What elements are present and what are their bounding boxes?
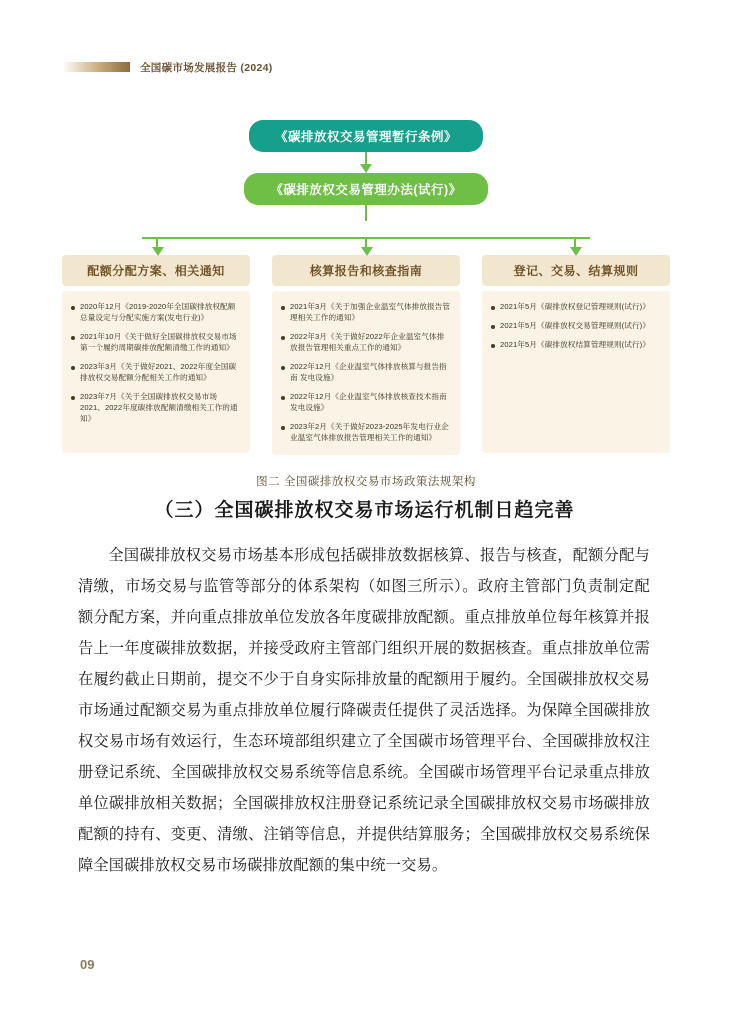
section-heading: （三）全国碳排放权交易市场运行机制日趋完善	[154, 499, 575, 521]
list-item-text: 2023年3月《关于做好2021、2022年度全国碳排放权交易配额分配相关工作的通知》	[80, 362, 237, 382]
regulation-top-node: 《碳排放权交易管理暂行条例》	[249, 120, 483, 152]
bullet-dot-icon	[281, 306, 285, 310]
bullet-dot-icon	[71, 336, 75, 340]
list-item-text: 2022年12月《企业温室气体排放核查技术指南 发电设施》	[290, 392, 447, 412]
list-item	[71, 361, 241, 383]
figure-top-row	[62, 120, 670, 152]
figure-columns	[62, 255, 670, 455]
list-item-text: 2022年3月《关于做好2022年企业温室气体排放报告管理相关重点工作的通知》	[290, 332, 445, 352]
bullet-dot-icon	[491, 344, 495, 348]
list-item	[71, 301, 241, 323]
branch-stub-right	[574, 237, 576, 247]
bullet-dot-icon	[71, 306, 75, 310]
bullet-dot-icon	[71, 366, 75, 370]
figure-column-allocation	[62, 255, 250, 455]
branch-stub-left	[156, 237, 158, 247]
figure-second-row	[62, 173, 670, 205]
header-title: 全国碳市场发展报告 (2024)	[140, 61, 273, 74]
header-accent-bar	[62, 62, 130, 72]
list-item	[71, 391, 241, 424]
list-item-text: 2021年5月《碳排放权登记管理规则(试行)》	[500, 302, 650, 311]
bullet-dot-icon	[491, 306, 495, 310]
column-body-registry	[482, 291, 670, 453]
bullet-dot-icon	[71, 396, 75, 400]
list-item	[281, 361, 451, 383]
list-item-text: 2023年7月《关于全国碳排放权交易市场2021、2022年度碳排放配额清缴相关工作的通知》	[80, 392, 238, 423]
list-item-text: 2021年3月《关于加强企业温室气体排放报告管理相关工作的通知》	[290, 302, 451, 322]
figure-column-registry	[482, 255, 670, 455]
column-body-reporting	[272, 291, 460, 455]
column-body-allocation	[62, 291, 250, 453]
figure-caption: 图二 全国碳排放权交易市场政策法规架构	[256, 476, 476, 488]
bullet-dot-icon	[491, 325, 495, 329]
column-header-allocation: 配额分配方案、相关通知	[62, 255, 250, 286]
policy-framework-figure	[62, 120, 670, 489]
list-item	[281, 301, 451, 323]
list-item-text: 2021年10月《关于做好全国碳排放权交易市场第一个履约周期碳排放配额清缴工作的通知》	[80, 332, 237, 352]
column-header-registry: 登记、交易、结算规则	[482, 255, 670, 286]
arrow-down-to-second	[360, 164, 372, 173]
page-number: 09	[80, 957, 95, 972]
list-item	[281, 391, 451, 413]
page-header	[62, 58, 273, 76]
bullet-dot-icon	[281, 366, 285, 370]
bullet-dot-icon	[281, 426, 285, 430]
list-item	[491, 301, 661, 312]
bullet-dot-icon	[281, 396, 285, 400]
connector-top	[365, 152, 367, 164]
branch-arrow-center	[361, 247, 373, 256]
branch-connectors	[62, 221, 670, 255]
body-paragraph: 全国碳排放权交易市场基本形成包括碳排放数据核算、报告与核查，配额分配与清缴，市场交易与监管等部分的体系架构（如图三所示）。政府主管部门负责制定配额分配方案，并向重点排放单位发放各年度碳排放配额。重点排放单位每年核算并报告上一年度碳排放数据，并接受政府主管部门组织开展的数据核查。重点排放单位需在履约截止日期前，提交不少于自身实际排放量的配额用于履约。全国碳排放权交易市场通过配额交易为重点排放单位履行降碳责任提供了灵活选择。为保障全国碳排放权交易市场有效运行，生态环境部组织建立了全国碳市场管理平台、全国碳排放权注册登记系统、全国碳排放权交易系统等信息系统。全国碳市场管理平台记录重点排放单位碳排放相关数据；全国碳排放权注册登记系统记录全国碳排放权交易市场碳排放配额的持有、变更、清缴、注销等信息，并提供结算服务；全国碳排放权交易系统保障全国碳排放权交易市场碳排放配额的集中统一交易。	[78, 546, 650, 874]
column-header-reporting: 核算报告和核查指南	[272, 255, 460, 286]
list-item-text: 2023年2月《关于做好2023-2025年发电行业企业温室气体排放报告管理相关工作的通知》	[290, 422, 449, 442]
connector-second	[365, 205, 367, 221]
list-item	[491, 339, 661, 350]
figure-column-reporting	[272, 255, 460, 455]
list-item	[71, 331, 241, 353]
list-item	[491, 320, 661, 331]
branch-stub-center	[365, 237, 367, 247]
bullet-dot-icon	[281, 336, 285, 340]
list-item	[281, 331, 451, 353]
list-item-text: 2022年12月《企业温室气体排放核算与报告指南 发电设施》	[290, 362, 447, 382]
list-item	[281, 421, 451, 443]
regulation-second-node: 《碳排放权交易管理办法(试行)》	[244, 173, 487, 205]
list-item-text: 2020年12月《2019-2020年全国碳排放权配额总量设定与分配实施方案(发电行业)》	[80, 302, 236, 322]
list-item-text: 2021年5月《碳排放权结算管理规则(试行)》	[500, 340, 650, 349]
branch-arrow-right	[570, 247, 582, 256]
branch-arrow-left	[152, 247, 164, 256]
list-item-text: 2021年5月《碳排放权交易管理规则(试行)》	[500, 321, 650, 330]
